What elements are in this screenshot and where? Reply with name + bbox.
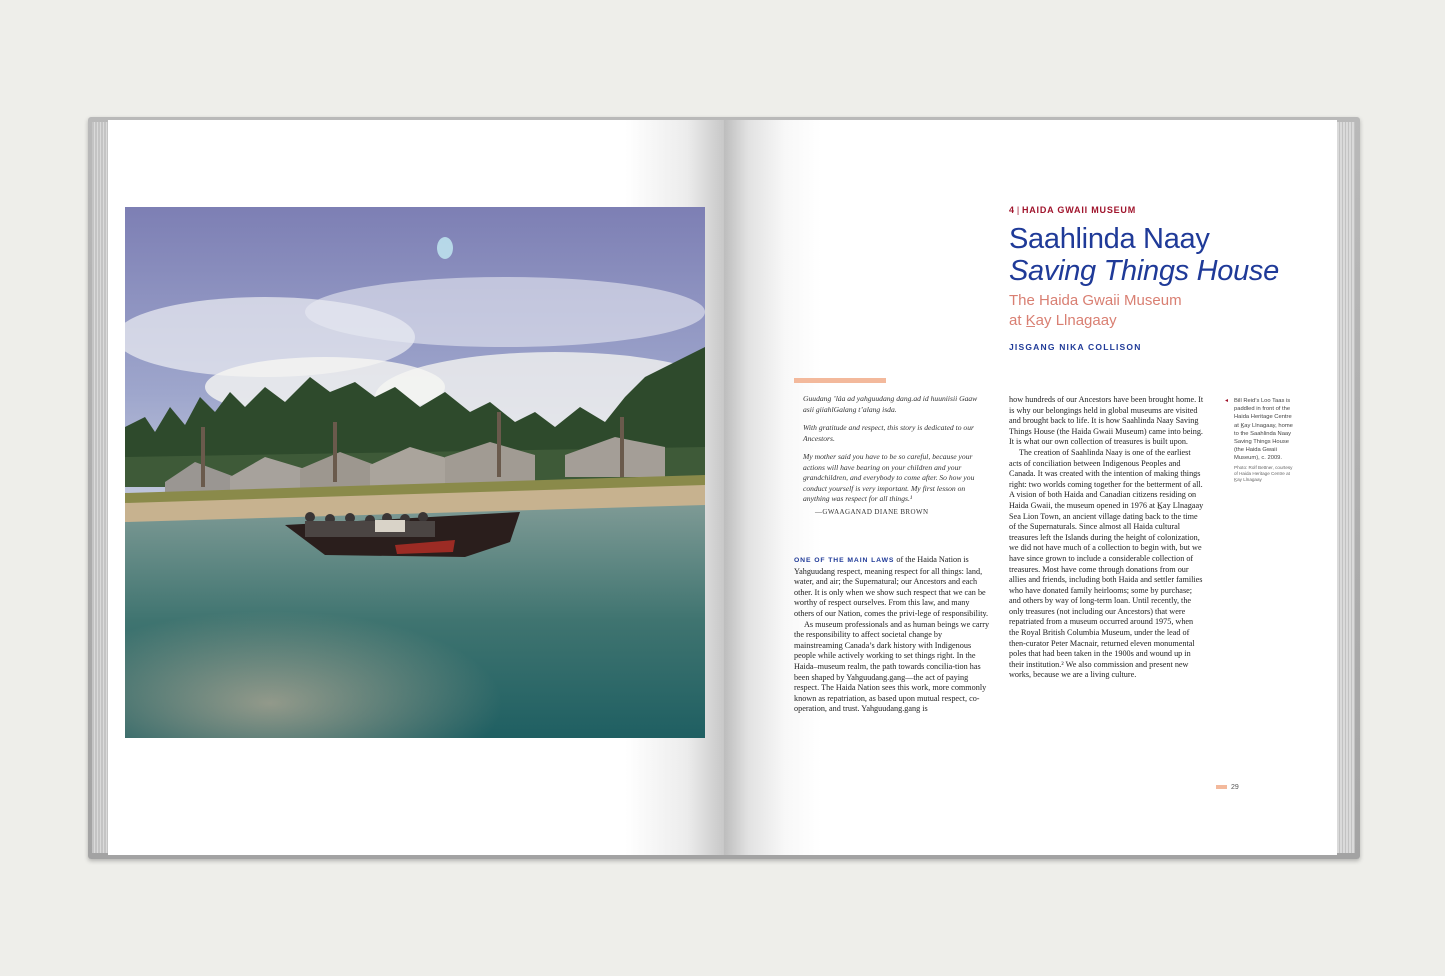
lead-in: ONE OF THE MAIN LAWS bbox=[794, 557, 895, 564]
totem-pole bbox=[201, 427, 205, 487]
epigraph-dedication: With gratitude and respect, this story is dedicated to our Ancestors. bbox=[803, 423, 974, 443]
epigraph-quote: My mother said you have to be so careful, because your actions will have bearing on your children and your grandchildren, and everybody to come after. So how you conduct yourself is very important. My first lesson on anything was respect for all things.¹ bbox=[803, 452, 975, 503]
body-paragraph bbox=[794, 555, 990, 620]
photo-credit: Photo: Rolf Bettner, courtesy of Haida Heritage Centre at K̲ay Llnagaay bbox=[1234, 464, 1293, 482]
body-paragraph: The creation of Saahlinda Naay is one of the earliest acts of conciliation between Indigenous Peoples and Canada. It was created with the intention of making things right: two worlds coming together for the betterment of all. A vision of both Haida and Canadian citizens residing on Haida Gwaii, the museum opened in 1976 at K̲ay Llnagaay Sea Lion Town, an ancient village dating back to the time of the Supernaturals. Since almost all Haida cultural treasures left the Islands during the height of colonization, we did not have much of a collection to begin with, but we have since grown to include a considerable collection of treasures. Most have come through donations from our allies and friends, including both Haida and settler families who have donated family heirlooms; some by purchase; and others by way of long-term loan. Until recently, the only treasures (not including our Ancestors) that were repatriated from a museum occurred around 1975, when the Royal British Columbia Museum, under the lead of then-curator Peter Macnair, returned eleven monumental poles that had been taken in the 1900s and wound up in their institution.² We also commission and present new works, because we are a living culture. bbox=[1009, 447, 1204, 680]
lens-flare bbox=[437, 237, 453, 259]
subtitle-line-1: The Haida Gwaii Museum bbox=[1009, 292, 1182, 309]
subtitle-line-2: at K̲ay Llnagaay bbox=[1009, 312, 1117, 329]
chapter-separator: | bbox=[1016, 205, 1020, 215]
body-paragraph: how hundreds of our Ancestors have been brought home. It is why our belongings held in global museums are visited and brought back to life. It is how Saahlinda Naay Saving Things House (the Haida Gwaii Museum) came into being. It is what our own collection of treasures is built upon. bbox=[1009, 395, 1204, 447]
epigraph-haida: Guudang ’láa ad yahguudang dang.ad id huuniisii Ǥaaw asii giiahlǤalang t’alang isda. bbox=[803, 394, 978, 414]
body-text: of the Haida Nation is Yahguudang respect, meaning respect for all things: land, water, and air; the Supernatural; our Ancestors and each other. It is only when we show such respect that we can be worthy of respect ourselves. From this law, and many others of our Nation, comes the privi-lege of responsibility. bbox=[794, 555, 989, 618]
canoe-photograph bbox=[125, 207, 705, 738]
folio-number: 29 bbox=[1231, 784, 1239, 791]
page-stack-right bbox=[1337, 122, 1355, 853]
body-column-1 bbox=[794, 555, 990, 715]
caption-arrow-icon: ◂ bbox=[1225, 398, 1229, 404]
accent-bar bbox=[794, 378, 886, 383]
chapter-name: HAIDA GWAII MUSEUM bbox=[1021, 205, 1137, 215]
cloud bbox=[305, 277, 705, 347]
photo-caption bbox=[1225, 397, 1294, 483]
page-stack-left bbox=[92, 122, 108, 853]
caption-text: Bill Reid’s Loo Taas is paddled in front of the Haida Heritage Centre at K̲ay Llnagaay, home to the Saahlinda Naay Saving Things House (the Haida Gwaii Museum), c. 2009. bbox=[1234, 398, 1293, 462]
body-paragraph: As museum professionals and as human beings we carry the responsibility to affect societal change by mainstreaming Canada’s dark history with Indigenous people while actively working to set things right. In the Haida–museum realm, the path towards concilia-tion has been shaped by Yahguudang.gang—the act of paying respect. The Haida Nation sees this work, more commonly known as repatriation, as based upon mutual respect, co-operation, and trust. Yahguudang.gang is bbox=[794, 619, 990, 714]
totem-pole bbox=[497, 412, 501, 477]
chapter-label bbox=[1009, 205, 1329, 215]
epigraph bbox=[803, 394, 983, 525]
epigraph-attribution: —GWAAGANAD DIANE BROWN bbox=[815, 507, 929, 516]
folio-mark bbox=[1216, 785, 1227, 789]
page-title: Saahlinda Naay bbox=[1009, 223, 1210, 255]
page-title-italic: Saving Things House bbox=[1009, 255, 1279, 287]
totem-pole bbox=[620, 417, 624, 477]
chapter-number: 4 bbox=[1009, 205, 1015, 215]
body-column-2 bbox=[1009, 395, 1205, 681]
page-number bbox=[1216, 784, 1239, 791]
author-byline: JISGANG NIKA COLLISON bbox=[1009, 342, 1142, 352]
totem-pole bbox=[333, 422, 337, 482]
chapter-heading bbox=[1009, 205, 1329, 352]
